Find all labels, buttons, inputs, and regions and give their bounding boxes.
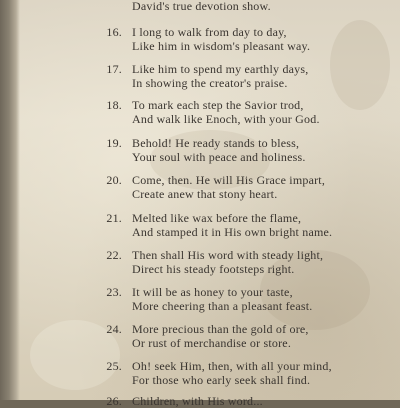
verse-line-2: Your soul with peace and holiness. <box>132 150 306 164</box>
verse-line-1: Children, with His word... <box>132 394 263 408</box>
verse-number: 16. <box>106 25 122 39</box>
verse-continuation: David's true devotion show. <box>132 0 271 13</box>
verse-line-1: Like him to spend my earthly days, <box>132 62 309 76</box>
verse-line-1: More precious than the gold of ore, <box>132 322 309 336</box>
verse-line-1: Then shall His word with steady light, <box>132 248 324 262</box>
verse-line-2: More cheering than a pleasant feast. <box>132 299 313 313</box>
verse-line-2: Create anew that stony heart. <box>132 187 278 201</box>
verse-line-2: For those who early seek shall find. <box>132 373 311 387</box>
verse-line-2: Or rust of merchandise or store. <box>132 336 292 350</box>
verse-number: 17. <box>106 62 122 76</box>
verse-number: 23. <box>106 285 122 299</box>
verse-line-1: It will be as honey to your taste, <box>132 285 293 299</box>
verse-line-2: Direct his steady footsteps right. <box>132 262 295 276</box>
verse-line-2: In showing the creator's praise. <box>132 76 288 90</box>
verse-number: 22. <box>106 248 122 262</box>
verse-line-1: Melted like wax before the flame, <box>132 211 302 225</box>
verse-line-1: I long to walk from day to day, <box>132 25 287 39</box>
verse-number: 24. <box>106 322 122 336</box>
verse-line-2: And walk like Enoch, with your God. <box>132 112 320 126</box>
verse-number: 21. <box>106 211 122 225</box>
verse-number: 26. <box>106 394 122 408</box>
verse-line-1: Behold! He ready stands to bless, <box>132 136 300 150</box>
verse-line-1: To mark each step the Savior trod, <box>132 98 304 112</box>
verse-line-2: And stamped it in His own bright name. <box>132 225 333 239</box>
verse-line-1: Oh! seek Him, then, with all your mind, <box>132 359 332 373</box>
verse-number: 20. <box>106 173 122 187</box>
verse-number: 25. <box>106 359 122 373</box>
verse-line-2: Like him in wisdom's pleasant way. <box>132 39 311 53</box>
verse-number: 18. <box>106 98 122 112</box>
verse-line-1: Come, then. He will His Grace impart, <box>132 173 326 187</box>
verse-number: 19. <box>106 136 122 150</box>
